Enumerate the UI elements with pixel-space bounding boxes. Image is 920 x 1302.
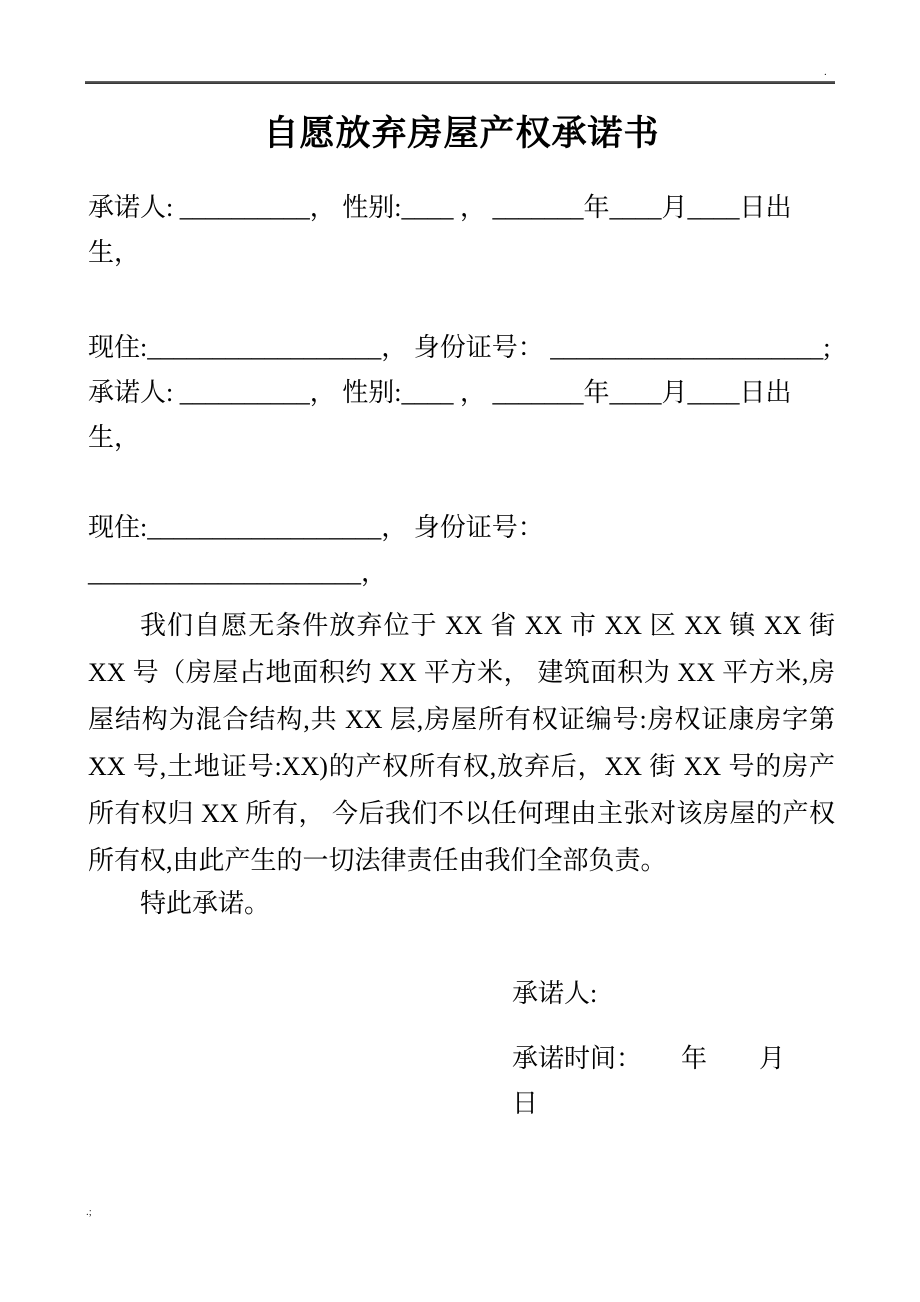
closing-statement: 特此承诺。	[140, 889, 271, 918]
signature-date-line: 承诺时间： 年 月 日	[512, 1044, 838, 1118]
document-title: 自愿放弃房屋产权承诺书	[263, 114, 660, 153]
document-content	[88, 0, 842, 1126]
form-line-promisor-1: 承诺人: __________， 性别:____ ， _______年____月____日出生，	[88, 193, 792, 267]
stray-dot-mark: .	[824, 66, 827, 78]
form-line-promisor-2: 承诺人: __________， 性别:____ ， _______年____月____日出生，	[88, 378, 792, 452]
body-paragraph: 我们自愿无条件放弃位于 XX 省 XX 市 XX 区 XX 镇 XX 街 XX 号（房屋占地面积约 XX 平方米， 建筑面积为 XX 平方米,房屋结构为混合结构,共 XX 层,房屋所有权证编号:房权证康房字第 XX 号,土地证号:XX)的产权所有权,放弃后，XX 街 XX 号的房产所有权归 XX 所有， 今后我们不以任何理由主张对该房屋的产权所有权,由此产生的一切法律责任由我们全部负责。	[88, 611, 842, 875]
signature-signer-label: 承诺人:	[512, 979, 598, 1008]
signature-block	[512, 971, 838, 1126]
form-line-address-1: 现住:__________________， 身份证号： _____________________;	[88, 333, 831, 362]
stray-footer-mark: .;	[86, 1206, 92, 1218]
form-line-address-2: 现住:__________________， 身份证号： _____________________，	[88, 513, 551, 587]
